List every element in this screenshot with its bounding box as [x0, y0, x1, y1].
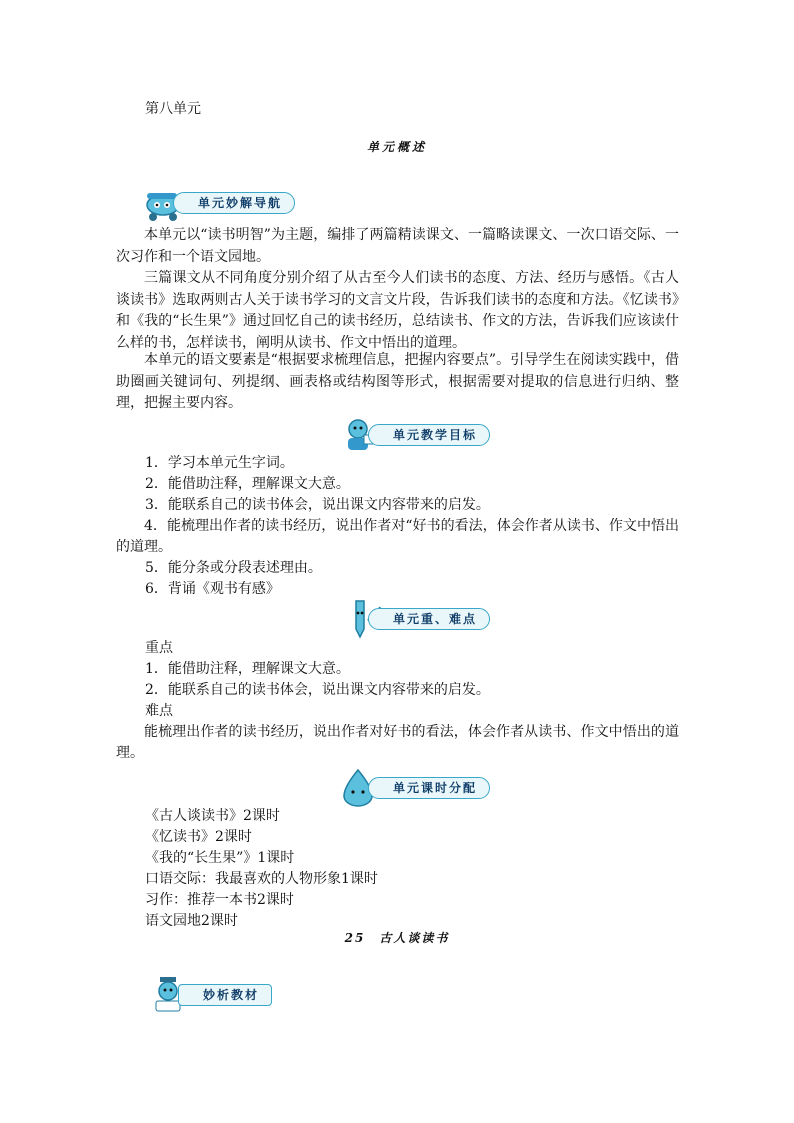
goals-banner-title: 单元教学目标 [368, 424, 490, 446]
hard-text: 能梳理出作者的读书经历，说出作者对好书的看法，体会作者从读书、作文中悟出的道理。 [116, 724, 679, 761]
goal-item-2: 2．能借助注释，理解课文大意。 [145, 476, 350, 492]
hours-item-3: 《我的“长生果”》1课时 [145, 850, 295, 866]
goal-item-6: 6．背诵《观书有感》 [145, 581, 280, 597]
guide-banner-title: 单元妙解导航 [173, 192, 295, 214]
key-item-1: 1．能借助注释，理解课文大意。 [145, 661, 350, 677]
hours-item-2: 《忆读书》2课时 [145, 829, 252, 845]
analysis-banner-title: 妙析教材 [178, 984, 272, 1006]
hours-item-6: 语文园地2课时 [145, 913, 238, 929]
hard-label: 难点 [145, 703, 173, 719]
hours-item-1: 《古人谈读书》2课时 [145, 808, 280, 824]
goal-item-3: 3．能联系自己的读书体会，说出课文内容带来的启发。 [145, 497, 490, 513]
guide-paragraph-3: 本单元的语文要素是“根据要求梳理信息，把握内容要点”。引导学生在阅读实践中，借助圈画关键词句、列提纲、画表格或结构图等形式，根据需要对提取的信息进行归纳、整理，把握主要内容。 [116, 352, 679, 411]
key-item-2: 2．能联系自己的读书体会，说出课文内容带来的启发。 [145, 682, 490, 698]
guide-paragraph-2: 三篇课文从不同角度分别介绍了从古至今人们读书的态度、方法、经历与感悟。《古人谈读书》选取两则古人关于读书学习的文言文片段，告诉我们读书的态度和方法。《忆读书》和《我的“长生果”》通过回忆自己的读书经历，总结读书、作文的方法，告诉我们应该读什么样的书，怎样读书，阐明从读书、作文中悟出的道理。 [116, 270, 679, 351]
hours-item-4: 口语交际：我最喜欢的人物形象1课时 [145, 871, 378, 887]
lesson-title: 25 古人谈读书 [344, 931, 450, 945]
guide-paragraph-1: 本单元以“读书明智”为主题，编排了两篇精读课文、一篇略读课文、一次口语交际、一次习作和一个语文园地。 [116, 227, 679, 265]
goal-item-1: 1．学习本单元生字词。 [145, 455, 294, 471]
hours-item-5: 习作：推荐一本书2课时 [145, 892, 294, 908]
hours-banner-title: 单元课时分配 [368, 777, 490, 799]
goal-item-5: 5．能分条或分段表述理由。 [145, 560, 322, 576]
key-label: 重点 [145, 640, 173, 656]
goal-item-4: 4．能梳理出作者的读书经历，说出作者对“好书的看法，体会作者从读书、作文中悟出的道理。 [116, 518, 679, 555]
overview-title: 单元概述 [366, 140, 427, 154]
unit-label: 第八单元 [145, 101, 201, 117]
focus-banner-title: 单元重、难点 [368, 608, 490, 630]
